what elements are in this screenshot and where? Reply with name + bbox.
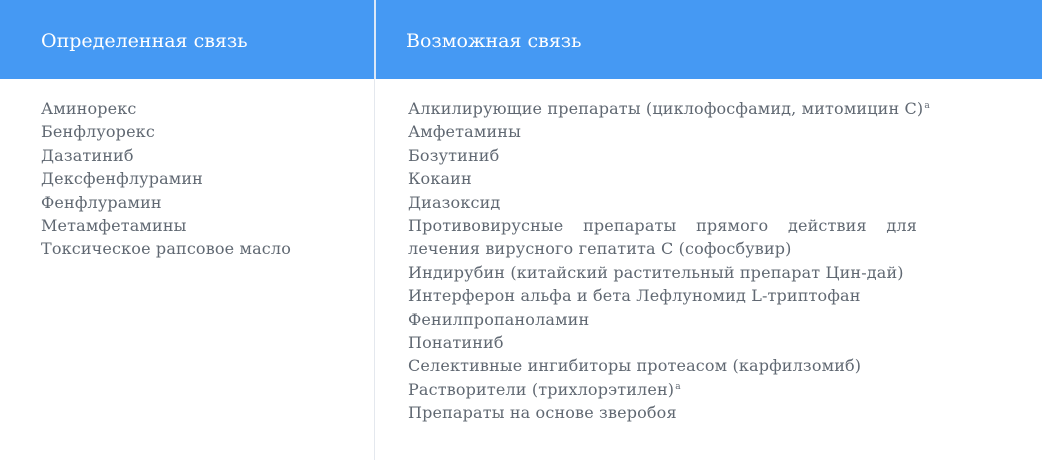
table-cell-definite: Бенфлуорекс [41, 122, 155, 142]
header-column-divider [374, 0, 376, 79]
table-cell-definite: Токсическое рапсовое масло [41, 239, 292, 259]
table-header-row [0, 0, 1042, 79]
table-cell-possible: Кокаин [408, 169, 472, 189]
table-cell-definite: Дазатиниб [41, 145, 134, 165]
table-cell-possible: лечения вирусного гепатита С (софосбувир) [408, 239, 792, 259]
definite-association-column [41, 97, 361, 261]
table-cell-possible: Бозутиниб [408, 145, 500, 165]
table-cell-possible: Амфетамины [408, 122, 521, 142]
table-cell-possible: Понатиниб [408, 332, 504, 352]
table-cell-possible: Препараты на основе зверобоя [408, 403, 677, 423]
table-cell-possible: Противовирусные препараты прямого действия для [408, 215, 917, 235]
table-cell-definite: Метамфетамины [41, 215, 187, 235]
table-cell-definite: Аминорекс [41, 99, 137, 118]
table-cell-possible: Селективные ингибиторы протеасом (карфилзомиб) [408, 356, 862, 376]
table-cell-possible: Интерферон альфа и бета Лефлуномид L-триптофан [408, 286, 861, 306]
table-cell-definite: Фенфлурамин [41, 192, 162, 212]
table-cell-possible [408, 378, 1028, 401]
item-text: Растворители (трихлорэтилен) [408, 379, 675, 399]
table-cell-possible [408, 97, 1028, 120]
footnote-marker: a [675, 381, 681, 392]
item-text: Алкилирующие препараты (циклофосфамид, митомицин С) [408, 99, 924, 118]
header-possible-association: Возможная связь [406, 30, 582, 52]
table-cell-possible: Диазоксид [408, 192, 501, 212]
table-cell-possible: Фенилпропаноламин [408, 309, 590, 329]
footnote-marker: a [924, 101, 930, 111]
possible-association-column [408, 97, 1028, 424]
table-cell-possible: Индирубин (китайский растительный препарат Цин-дай) [408, 262, 904, 282]
header-definite-association: Определенная связь [41, 30, 248, 52]
table-cell-definite: Дексфенфлурамин [41, 169, 203, 189]
